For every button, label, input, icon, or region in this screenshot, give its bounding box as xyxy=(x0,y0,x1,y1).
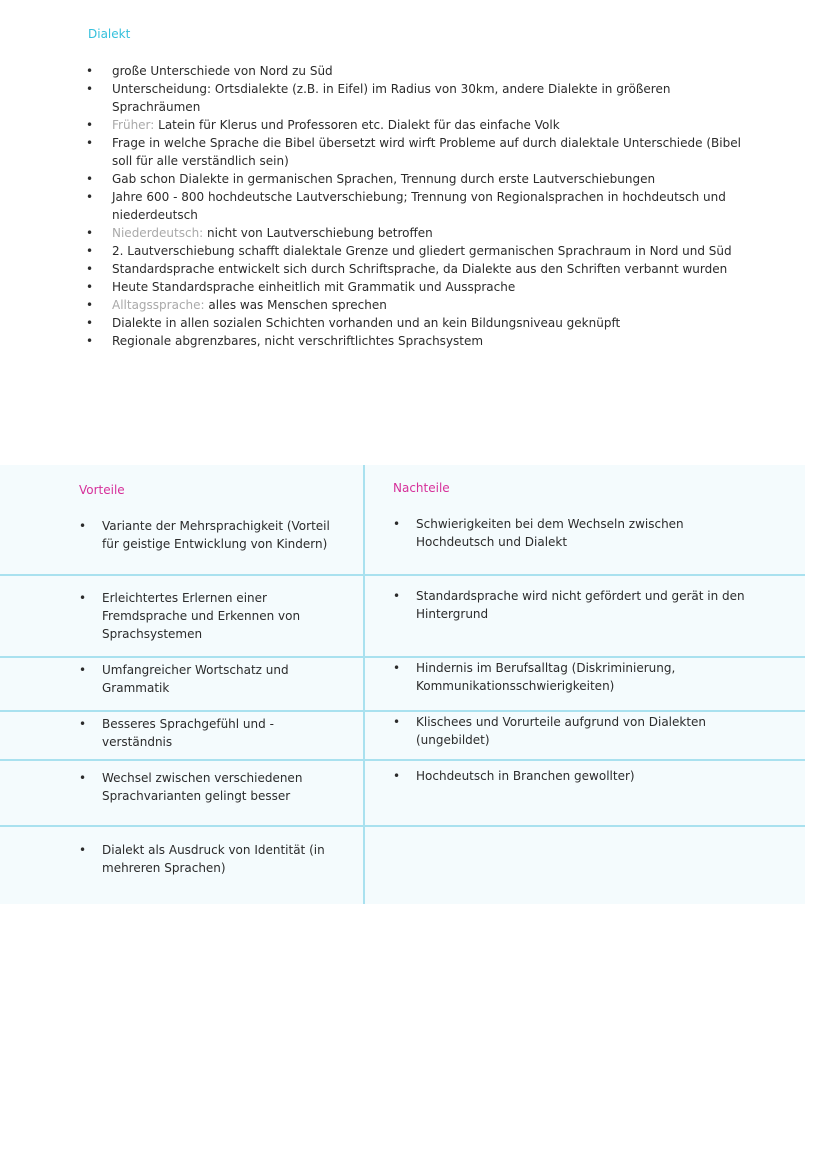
row-divider xyxy=(0,759,805,761)
nachteil-item: • Standardsprache wird nicht gefördert und gerät in den Hintergrund xyxy=(393,589,745,621)
list-item: • Unterscheidung: Ortsdialekte (z.B. in Eifel) im Radius von 30km, andere Dialekte in größeren Sprachräumen xyxy=(86,80,756,116)
list-item: • Jahre 600 - 800 hochdeutsche Lautverschiebung; Trennung von Regionalsprachen in hochdeutsch und niederdeutsch xyxy=(86,188,756,224)
vorteil-item: • Dialekt als Ausdruck von Identität (in mehreren Sprachen) xyxy=(79,843,325,875)
vorteil-item: • Besseres Sprachgefühl und -verständnis xyxy=(79,717,274,749)
row-divider xyxy=(0,574,805,576)
list-item: • große Unterschiede von Nord zu Süd xyxy=(86,62,756,80)
row-divider xyxy=(0,656,805,658)
list-item: • 2. Lautverschiebung schafft dialektale Grenze und gliedert germanischen Sprachraum in Nord und Süd xyxy=(86,242,756,260)
nachteil-item: • Schwierigkeiten bei dem Wechseln zwischen Hochdeutsch und Dialekt xyxy=(393,517,684,549)
vorteil-item: • Erleichtertes Erlernen einer Fremdsprache und Erkennen von Sprachsystemen xyxy=(79,591,301,641)
term-label: Niederdeutsch: xyxy=(112,226,204,240)
list-item: • Heute Standardsprache einheitlich mit Grammatik und Aussprache xyxy=(86,278,756,296)
list-item: • Dialekte in allen sozialen Schichten vorhanden und an kein Bildungsniveau geknüpft xyxy=(86,314,756,332)
term-label: Alltagssprache: xyxy=(112,298,205,312)
list-item: • Frage in welche Sprache die Bibel übersetzt wird wirft Probleme auf durch dialektale Unterschiede (Bibel soll für alle verständlich sein) xyxy=(86,134,756,170)
term-label: Früher: xyxy=(112,118,155,132)
nachteil-item: • Hindernis im Berufsalltag (Diskriminierung, Kommunikationsschwierigkeiten) xyxy=(393,661,676,693)
dialect-bullet-list xyxy=(86,62,756,350)
row-divider xyxy=(0,710,805,712)
list-item: • Alltagssprache: alles was Menschen sprechen xyxy=(86,296,756,314)
nachteil-item: • Hochdeutsch in Branchen gewollter) xyxy=(393,769,635,783)
vorteil-item: • Wechsel zwischen verschiedenen Sprachvarianten gelingt besser xyxy=(79,771,303,803)
nachteil-item: • Klischees und Vorurteile aufgrund von Dialekten (ungebildet) xyxy=(393,715,707,747)
vorteile-header: Vorteile xyxy=(79,483,125,497)
list-item: • Früher: Latein für Klerus und Professoren etc. Dialekt für das einfache Volk xyxy=(86,116,756,134)
list-item: • Standardsprache entwickelt sich durch Schriftsprache, da Dialekte aus den Schriften verbannt wurden xyxy=(86,260,756,278)
row-divider xyxy=(0,825,805,827)
vorteil-item: • Umfangreicher Wortschatz und Grammatik xyxy=(79,663,289,695)
column-divider xyxy=(363,465,365,904)
list-item: • Regionale abgrenzbares, nicht verschriftlichtes Sprachsystem xyxy=(86,332,756,350)
pros-cons-table xyxy=(0,465,805,904)
list-item: • Niederdeutsch: nicht von Lautverschiebung betroffen xyxy=(86,224,756,242)
page-title: Dialekt xyxy=(88,27,131,41)
vorteil-item: • Variante der Mehrsprachigkeit (Vorteil für geistige Entwicklung von Kindern) xyxy=(79,519,330,551)
nachteile-header: Nachteile xyxy=(393,481,450,495)
list-item: • Gab schon Dialekte in germanischen Sprachen, Trennung durch erste Lautverschiebungen xyxy=(86,170,756,188)
